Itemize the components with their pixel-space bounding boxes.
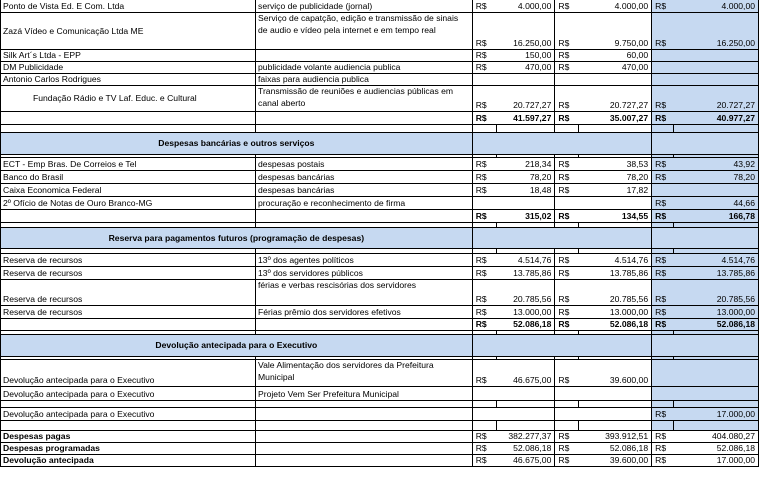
- currency-label: R$: [652, 254, 674, 267]
- amount-cell: 16.250,00: [674, 13, 759, 50]
- table-row: [1, 408, 759, 421]
- blank-cell: [578, 401, 652, 408]
- description-cell: serviço de publicidade (jornal): [256, 0, 473, 13]
- blank-cell: [256, 455, 473, 467]
- description-cell: despesas postais: [256, 158, 473, 171]
- currency-label: R$: [652, 0, 674, 13]
- currency-label: [652, 50, 674, 62]
- payee-cell: Caixa Economica Federal: [1, 184, 256, 197]
- amount-cell: 13.785,86: [496, 267, 554, 280]
- amount-cell: 20.785,56: [496, 280, 554, 306]
- blank-cell: [256, 431, 473, 443]
- amount-cell: 39.600,00: [578, 360, 652, 387]
- amount-cell: 39.600,00: [578, 455, 652, 467]
- blank-cell: [578, 125, 652, 133]
- spacer-row: [1, 401, 759, 408]
- currency-label: R$: [555, 158, 578, 171]
- section-title: Despesas bancárias e outros serviços: [1, 133, 473, 155]
- amount-cell: [578, 408, 652, 421]
- description-cell: publicidade volante audiencia publica: [256, 62, 473, 74]
- amount-cell: 52.086,18: [578, 443, 652, 455]
- amount-cell: 60,00: [578, 50, 652, 62]
- table-row: [1, 360, 759, 387]
- description-cell: 13º dos servidores públicos: [256, 267, 473, 280]
- description-cell: [256, 408, 473, 421]
- description-cell: despesas bancárias: [256, 171, 473, 184]
- summary-label: Despesas programadas: [1, 443, 256, 455]
- payee-cell: Reserva de recursos: [1, 267, 256, 280]
- currency-label: R$: [472, 210, 496, 223]
- description-cell: despesas bancárias: [256, 184, 473, 197]
- currency-label: R$: [472, 319, 496, 331]
- amount-cell: 13.785,86: [578, 267, 652, 280]
- currency-label: R$: [472, 171, 496, 184]
- currency-label: R$: [652, 13, 674, 50]
- summary-label: Despesas pagas: [1, 431, 256, 443]
- currency-label: R$: [472, 280, 496, 306]
- summary-row: [1, 431, 759, 443]
- currency-label: R$: [555, 306, 578, 319]
- amount-cell: 43,92: [674, 158, 759, 171]
- amount-cell: [496, 197, 554, 210]
- total-row: [1, 319, 759, 331]
- blank-cell: [496, 421, 554, 431]
- currency-label: R$: [472, 13, 496, 50]
- amount-cell: 78,20: [496, 171, 554, 184]
- amount-cell: 52.086,18: [578, 319, 652, 331]
- currency-label: R$: [652, 280, 674, 306]
- currency-label: R$: [555, 443, 578, 455]
- table-row: [1, 86, 759, 112]
- blank-cell: [1, 125, 256, 133]
- currency-label: [652, 62, 674, 74]
- amount-cell: 470,00: [496, 62, 554, 74]
- table-row: [1, 74, 759, 86]
- amount-cell: [496, 408, 554, 421]
- section-blank: [652, 335, 759, 357]
- currency-label: [555, 387, 578, 401]
- blank-cell: [1, 319, 256, 331]
- blank-cell: [256, 401, 473, 408]
- currency-label: R$: [555, 0, 578, 13]
- amount-cell: 35.007,27: [578, 112, 652, 125]
- total-row: [1, 112, 759, 125]
- currency-label: R$: [555, 280, 578, 306]
- amount-cell: 315,02: [496, 210, 554, 223]
- amount-cell: [578, 197, 652, 210]
- currency-label: R$: [555, 360, 578, 387]
- currency-label: R$: [555, 50, 578, 62]
- section-header: [1, 133, 759, 155]
- table-row: [1, 184, 759, 197]
- currency-label: R$: [555, 455, 578, 467]
- table-row: [1, 171, 759, 184]
- amount-cell: 38,53: [578, 158, 652, 171]
- currency-label: [652, 74, 674, 86]
- amount-cell: 17.000,00: [674, 455, 759, 467]
- description-cell: Vale Alimentação dos servidores da Prefeitura Municipal: [256, 360, 473, 387]
- amount-cell: [578, 387, 652, 401]
- blank-cell: [674, 125, 759, 133]
- amount-cell: [674, 62, 759, 74]
- currency-label: R$: [652, 306, 674, 319]
- table-row: [1, 50, 759, 62]
- amount-cell: 20.785,56: [578, 280, 652, 306]
- payee-cell: ECT - Emp Bras. De Correios e Tel: [1, 158, 256, 171]
- payee-cell: Fundação Rádio e TV Laf. Educ. e Cultural: [1, 86, 256, 112]
- amount-cell: 13.000,00: [496, 306, 554, 319]
- payee-cell: Devolução antecipada para o Executivo: [1, 387, 256, 401]
- payee-cell: DM Publicidade: [1, 62, 256, 74]
- table-row: [1, 158, 759, 171]
- currency-label: R$: [472, 254, 496, 267]
- currency-label: [472, 74, 496, 86]
- amount-cell: 13.785,86: [674, 267, 759, 280]
- payee-cell: Devolução antecipada para o Executivo: [1, 360, 256, 387]
- spacer-row: [1, 421, 759, 431]
- currency-label: [472, 387, 496, 401]
- amount-cell: 382.277,37: [496, 431, 554, 443]
- currency-label: R$: [472, 50, 496, 62]
- section-header: [1, 335, 759, 357]
- summary-row: [1, 455, 759, 467]
- currency-label: [472, 408, 496, 421]
- amount-cell: 18,48: [496, 184, 554, 197]
- payee-cell: 2º Ofício de Notas de Ouro Branco-MG: [1, 197, 256, 210]
- currency-label: [555, 408, 578, 421]
- payee-cell: Reserva de recursos: [1, 306, 256, 319]
- amount-cell: 46.675,00: [496, 360, 554, 387]
- amount-cell: [674, 387, 759, 401]
- currency-label: R$: [555, 13, 578, 50]
- amount-cell: 44,66: [674, 197, 759, 210]
- amount-cell: 20.785,56: [674, 280, 759, 306]
- currency-label: R$: [472, 360, 496, 387]
- section-title: Devolução antecipada para o Executivo: [1, 335, 473, 357]
- summary-label: Devolução antecipada: [1, 455, 256, 467]
- payee-cell: Reserva de recursos: [1, 280, 256, 306]
- payee-cell: Reserva de recursos: [1, 254, 256, 267]
- blank-cell: [674, 421, 759, 431]
- description-cell: 13º dos agentes políticos: [256, 254, 473, 267]
- amount-cell: 20.727,27: [674, 86, 759, 112]
- blank-cell: [578, 421, 652, 431]
- blank-cell: [555, 421, 578, 431]
- currency-label: R$: [555, 267, 578, 280]
- amount-cell: 404.080,27: [674, 431, 759, 443]
- amount-cell: 78,20: [674, 171, 759, 184]
- blank-cell: [256, 125, 473, 133]
- section-blank: [472, 228, 651, 249]
- blank-cell: [1, 210, 256, 223]
- blank-cell: [652, 421, 674, 431]
- currency-label: R$: [555, 319, 578, 331]
- blank-cell: [472, 421, 496, 431]
- description-cell: Férias prêmio dos servidores efetivos: [256, 306, 473, 319]
- blank-cell: [652, 401, 674, 408]
- table-row: [1, 280, 759, 306]
- table-row: [1, 13, 759, 50]
- amount-cell: [578, 74, 652, 86]
- amount-cell: 13.000,00: [578, 306, 652, 319]
- blank-cell: [256, 421, 473, 431]
- currency-label: R$: [472, 112, 496, 125]
- description-cell: faixas para audiencia publica: [256, 74, 473, 86]
- currency-label: [652, 184, 674, 197]
- currency-label: R$: [652, 171, 674, 184]
- currency-label: [555, 74, 578, 86]
- blank-cell: [1, 421, 256, 431]
- currency-label: R$: [472, 158, 496, 171]
- table-row: [1, 254, 759, 267]
- currency-label: R$: [652, 455, 674, 467]
- table-row: [1, 387, 759, 401]
- currency-label: R$: [555, 431, 578, 443]
- currency-label: R$: [652, 158, 674, 171]
- section-blank: [652, 228, 759, 249]
- amount-cell: 4.514,76: [496, 254, 554, 267]
- blank-cell: [256, 443, 473, 455]
- currency-label: R$: [472, 455, 496, 467]
- currency-label: R$: [652, 319, 674, 331]
- description-cell: Transmissão de reuniões e audiencias públicas em canal aberto: [256, 86, 473, 112]
- currency-label: R$: [652, 443, 674, 455]
- amount-cell: 4.000,00: [496, 0, 554, 13]
- payee-cell: Zazá Vídeo e Comunicação Ltda ME: [1, 13, 256, 50]
- currency-label: R$: [555, 62, 578, 74]
- amount-cell: 16.250,00: [496, 13, 554, 50]
- currency-label: R$: [652, 431, 674, 443]
- currency-label: R$: [555, 86, 578, 112]
- amount-cell: 52.086,18: [674, 319, 759, 331]
- payee-cell: Ponto de Vista Ed. E Com. Ltda: [1, 0, 256, 13]
- currency-label: R$: [472, 62, 496, 74]
- blank-cell: [555, 125, 578, 133]
- currency-label: R$: [472, 306, 496, 319]
- currency-label: [555, 197, 578, 210]
- payee-cell: Banco do Brasil: [1, 171, 256, 184]
- amount-cell: [674, 50, 759, 62]
- amount-cell: 4.514,76: [578, 254, 652, 267]
- currency-label: R$: [652, 112, 674, 125]
- currency-label: R$: [555, 112, 578, 125]
- amount-cell: 166,78: [674, 210, 759, 223]
- description-cell: Serviço de capatção, edição e transmissão de sinais de audio e vídeo pela internet e em tempo real: [256, 13, 473, 50]
- currency-label: R$: [652, 267, 674, 280]
- table-row: [1, 306, 759, 319]
- amount-cell: 134,55: [578, 210, 652, 223]
- currency-label: R$: [652, 86, 674, 112]
- blank-cell: [472, 125, 496, 133]
- spacer-row: [1, 125, 759, 133]
- amount-cell: 17.000,00: [674, 408, 759, 421]
- section-header: [1, 228, 759, 249]
- amount-cell: [496, 74, 554, 86]
- amount-cell: 52.086,18: [496, 319, 554, 331]
- currency-label: R$: [472, 267, 496, 280]
- amount-cell: 20.727,27: [496, 86, 554, 112]
- amount-cell: 41.597,27: [496, 112, 554, 125]
- section-title: Reserva para pagamentos futuros (programação de despesas): [1, 228, 473, 249]
- section-blank: [652, 133, 759, 155]
- currency-label: R$: [472, 0, 496, 13]
- currency-label: R$: [555, 171, 578, 184]
- table-row: [1, 62, 759, 74]
- description-cell: [256, 50, 473, 62]
- section-blank: [472, 335, 651, 357]
- currency-label: R$: [472, 431, 496, 443]
- amount-cell: 470,00: [578, 62, 652, 74]
- payee-cell: Devolução antecipada para o Executivo: [1, 408, 256, 421]
- currency-label: [472, 197, 496, 210]
- blank-cell: [472, 401, 496, 408]
- currency-label: [652, 360, 674, 387]
- amount-cell: 52.086,18: [496, 443, 554, 455]
- blank-cell: [1, 112, 256, 125]
- amount-cell: 78,20: [578, 171, 652, 184]
- amount-cell: [674, 74, 759, 86]
- table-row: [1, 267, 759, 280]
- blank-cell: [256, 112, 473, 125]
- amount-cell: 52.086,18: [674, 443, 759, 455]
- currency-label: R$: [472, 443, 496, 455]
- table-row: [1, 0, 759, 13]
- currency-label: [652, 387, 674, 401]
- amount-cell: 20.727,27: [578, 86, 652, 112]
- amount-cell: [496, 387, 554, 401]
- blank-cell: [496, 125, 554, 133]
- currency-label: R$: [555, 210, 578, 223]
- amount-cell: 13.000,00: [674, 306, 759, 319]
- currency-label: R$: [472, 86, 496, 112]
- description-cell: procuração e reconhecimento de firma: [256, 197, 473, 210]
- blank-cell: [256, 210, 473, 223]
- section-blank: [472, 133, 651, 155]
- description-cell: férias e verbas rescisórias dos servidores: [256, 280, 473, 306]
- amount-cell: 4.000,00: [578, 0, 652, 13]
- payee-cell: Silk Art´s Ltda - EPP: [1, 50, 256, 62]
- amount-cell: 150,00: [496, 50, 554, 62]
- blank-cell: [496, 401, 554, 408]
- description-cell: Projeto Vem Ser Prefeitura Municipal: [256, 387, 473, 401]
- currency-label: R$: [652, 197, 674, 210]
- amount-cell: 9.750,00: [578, 13, 652, 50]
- amount-cell: [674, 184, 759, 197]
- blank-cell: [652, 125, 674, 133]
- amount-cell: 218,34: [496, 158, 554, 171]
- blank-cell: [555, 401, 578, 408]
- blank-cell: [674, 401, 759, 408]
- blank-cell: [256, 319, 473, 331]
- currency-label: R$: [652, 210, 674, 223]
- currency-label: R$: [555, 254, 578, 267]
- table-row: [1, 197, 759, 210]
- table-body: [1, 0, 759, 467]
- amount-cell: 46.675,00: [496, 455, 554, 467]
- blank-cell: [1, 401, 256, 408]
- payee-cell: Antonio Carlos Rodrigues: [1, 74, 256, 86]
- currency-label: R$: [652, 408, 674, 421]
- amount-cell: 393.912,51: [578, 431, 652, 443]
- total-row: [1, 210, 759, 223]
- summary-row: [1, 443, 759, 455]
- amount-cell: 4.000,00: [674, 0, 759, 13]
- currency-label: R$: [472, 184, 496, 197]
- currency-label: R$: [555, 184, 578, 197]
- amount-cell: [674, 360, 759, 387]
- amount-cell: 40.977,27: [674, 112, 759, 125]
- amount-cell: 17,82: [578, 184, 652, 197]
- amount-cell: 4.514,76: [674, 254, 759, 267]
